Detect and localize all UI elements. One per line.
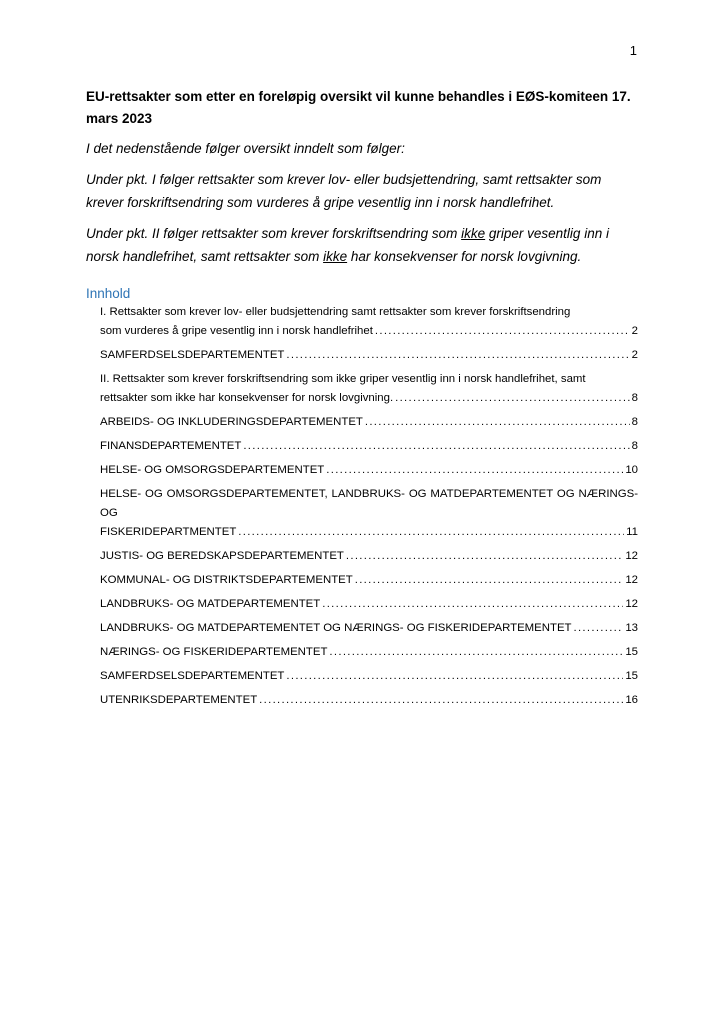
intro-text: Under pkt. II følger rettsakter som krever forskriftsendring som xyxy=(86,226,462,241)
toc-page-number: 2 xyxy=(631,325,638,337)
toc-entry-link[interactable] xyxy=(100,595,638,614)
toc-entry-link[interactable] xyxy=(100,691,638,710)
toc-entry-row xyxy=(100,437,638,456)
toc-entry-text: II. Rettsakter som krever forskriftsendring som ikke griper vesentlig inn i norsk handlefrihet, samt xyxy=(100,373,586,385)
toc-page-number: 13 xyxy=(625,622,638,634)
toc-page-number: 2 xyxy=(631,349,638,361)
toc-entry-label: NÆRINGS- OG FISKERIDEPARTEMENTET xyxy=(100,646,328,658)
toc-entry-link[interactable] xyxy=(100,667,638,686)
document-title: EU-rettsakter som etter en foreløpig oversikt vil kunne behandles i EØS-komiteen 17. mars 2023 xyxy=(86,89,631,126)
toc-page-number: 12 xyxy=(625,550,638,562)
toc-entry-label: UTENRIKSDEPARTEMENTET xyxy=(100,694,258,706)
toc-page-number: 8 xyxy=(631,392,638,404)
toc-entry-link[interactable] xyxy=(100,346,638,365)
toc-entry-row xyxy=(100,571,638,590)
toc-dot-leader xyxy=(286,667,623,686)
toc-entry-link[interactable] xyxy=(100,461,638,480)
intro-text: har konsekvenser for norsk lovgivning. xyxy=(347,249,582,264)
toc-entry-row xyxy=(100,461,638,480)
intro-text: griper vesentlig inn i norsk handlefrihet, samt rettsakter som xyxy=(86,226,609,264)
toc-entry-label: KOMMUNAL- OG DISTRIKTSDEPARTEMENTET xyxy=(100,574,353,586)
toc-entry-row xyxy=(100,595,638,614)
toc-page-number: 12 xyxy=(625,598,638,610)
toc-entry-label: som vurderes å gripe vesentlig inn i norsk handlefrihet xyxy=(100,325,373,337)
toc-dot-leader xyxy=(326,461,623,480)
toc-dot-leader xyxy=(395,389,630,408)
toc-entry-row xyxy=(100,643,638,662)
intro-paragraph-1: I det nedenstående følger oversikt inndelt som følger: xyxy=(86,141,405,156)
toc-entry-link[interactable] xyxy=(100,370,638,408)
toc-entry-link[interactable] xyxy=(100,303,638,341)
toc-entry-row xyxy=(100,523,638,542)
toc-entry-link[interactable] xyxy=(100,619,638,638)
toc-page-number: 16 xyxy=(625,694,638,706)
toc-dot-leader xyxy=(355,571,624,590)
toc-page-number: 10 xyxy=(625,464,638,476)
toc-page-number: 8 xyxy=(631,440,638,452)
toc-dot-leader xyxy=(346,547,623,566)
toc-entry-text: HELSE- OG OMSORGSDEPARTEMENTET, LANDBRUKS- OG MATDEPARTEMENTET OG NÆRINGS- OG xyxy=(100,488,638,519)
toc-dot-leader xyxy=(259,691,623,710)
toc-entry-label: rettsakter som ikke har konsekvenser for norsk lovgivning. xyxy=(100,392,394,404)
toc-entry-link[interactable] xyxy=(100,437,638,456)
toc-dot-leader xyxy=(365,413,630,432)
document-content xyxy=(86,86,638,715)
toc-entry-label: LANDBRUKS- OG MATDEPARTEMENTET OG NÆRINGS- OG FISKERIDEPARTEMENTET xyxy=(100,622,572,634)
table-of-contents xyxy=(100,303,638,710)
toc-entry-text: I. Rettsakter som krever lov- eller budsjettendring samt rettsakter som krever forskriftsendring xyxy=(100,306,571,318)
toc-entry-row xyxy=(100,547,638,566)
toc-entry-link[interactable] xyxy=(100,571,638,590)
toc-page-number: 15 xyxy=(625,670,638,682)
toc-entry-row xyxy=(100,619,638,638)
toc-dot-leader xyxy=(286,346,629,365)
toc-dot-leader xyxy=(574,619,624,638)
toc-entry-link[interactable] xyxy=(100,413,638,432)
toc-entry-link[interactable] xyxy=(100,547,638,566)
toc-entry-row xyxy=(100,691,638,710)
toc-entry-link[interactable] xyxy=(100,485,638,542)
toc-entry-label: SAMFERDSELSDEPARTEMENTET xyxy=(100,670,285,682)
toc-page-number: 12 xyxy=(625,574,638,586)
toc-heading: Innhold xyxy=(86,286,131,301)
toc-dot-leader xyxy=(238,523,624,542)
toc-page-number: 8 xyxy=(631,416,638,428)
toc-dot-leader xyxy=(243,437,629,456)
toc-page-number: 11 xyxy=(626,526,638,538)
underlined-word: ikke xyxy=(461,226,486,241)
toc-entry-label: ARBEIDS- OG INKLUDERINGSDEPARTEMENTET xyxy=(100,416,363,428)
toc-page-number: 15 xyxy=(625,646,638,658)
toc-entry-link[interactable] xyxy=(100,643,638,662)
toc-entry-row xyxy=(100,322,638,341)
intro-paragraph-2: Under pkt. I følger rettsakter som krever lov- eller budsjettendring, samt rettsakter som krever forskriftsendring som vurderes å gripe vesentlig inn i norsk handlefrihet. xyxy=(86,172,602,210)
page-number: 1 xyxy=(629,43,637,58)
toc-entry-label: JUSTIS- OG BEREDSKAPSDEPARTEMENTET xyxy=(100,550,344,562)
toc-entry-row xyxy=(100,667,638,686)
toc-entry-label: SAMFERDSELSDEPARTEMENTET xyxy=(100,349,285,361)
underlined-word: ikke xyxy=(323,249,348,264)
intro-paragraph-3 xyxy=(86,222,638,268)
toc-dot-leader xyxy=(375,322,630,341)
toc-entry-label: LANDBRUKS- OG MATDEPARTEMENTET xyxy=(100,598,321,610)
toc-entry-label: FISKERIDEPARTMENTET xyxy=(100,526,237,538)
toc-entry-label: FINANSDEPARTEMENTET xyxy=(100,440,242,452)
toc-dot-leader xyxy=(322,595,623,614)
toc-entry-row xyxy=(100,346,638,365)
toc-entry-row xyxy=(100,413,638,432)
toc-dot-leader xyxy=(329,643,623,662)
toc-entry-label: HELSE- OG OMSORGSDEPARTEMENTET xyxy=(100,464,325,476)
toc-entry-row xyxy=(100,389,638,408)
